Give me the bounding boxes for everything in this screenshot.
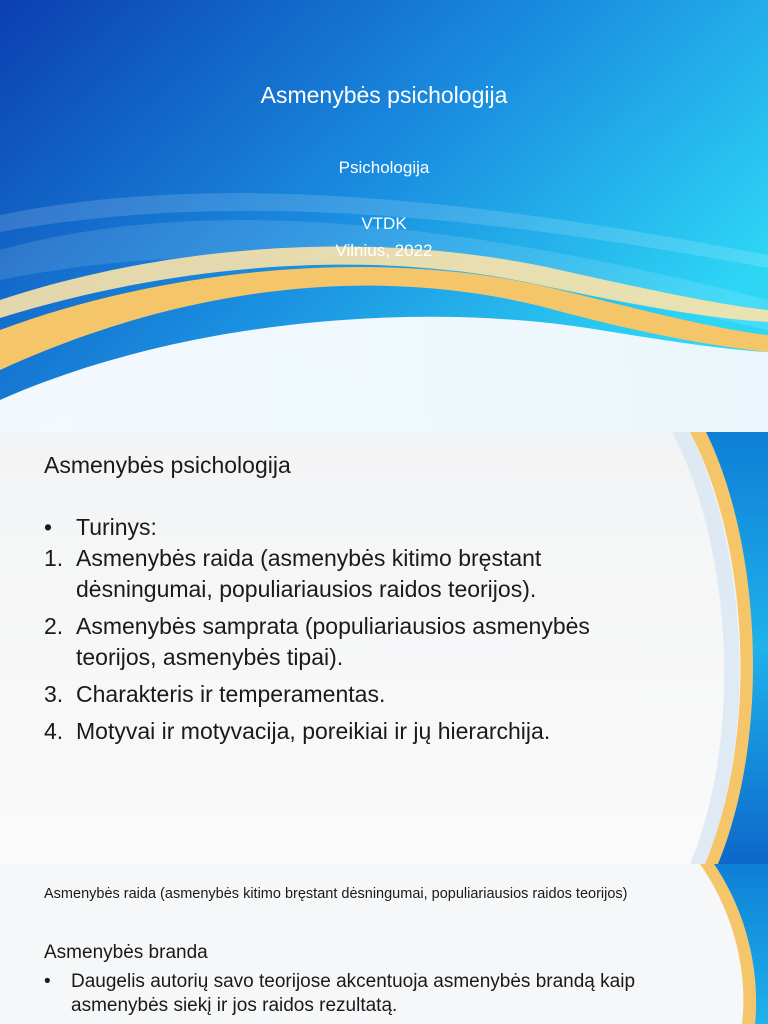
list-item-text: Turinys: — [76, 514, 157, 540]
contents-list — [44, 512, 664, 747]
bullet-mark: • — [44, 514, 53, 540]
list-item — [44, 970, 734, 1018]
list-item — [44, 512, 664, 543]
title-slide-subject: Psichologija — [338, 158, 430, 177]
contents-slide — [0, 432, 768, 864]
list-number: 1. — [44, 545, 64, 571]
list-item-text: Asmenybės samprata (populiariausios asmenybės teorijos, asmenybės tipai). — [76, 613, 590, 670]
contents-slide-title: Asmenybės psichologija — [44, 452, 291, 478]
title-slide-institution: VTDK — [361, 214, 407, 233]
development-slide — [0, 864, 768, 1024]
list-item-text: Daugelis autorių savo teorijose akcentuoja asmenybės brandą kaip asmenybės siekį ir jos raidos rezultatą. — [71, 971, 636, 1016]
list-item — [44, 543, 664, 605]
title-slide — [0, 0, 768, 432]
development-slide-subheading: Asmenybės branda — [44, 942, 208, 963]
list-item — [44, 716, 664, 747]
list-item-text: Motyvai ir motyvacija, poreikiai ir jų hierarchija. — [76, 718, 551, 744]
list-item-text: Charakteris ir temperamentas. — [76, 681, 386, 707]
list-number: 4. — [44, 718, 64, 744]
list-item — [44, 679, 664, 710]
list-number: 3. — [44, 681, 64, 707]
list-item-text: Asmenybės raida (asmenybės kitimo bręstant dėsningumai, populiariausios raidos teorijos). — [76, 545, 542, 602]
list-item — [44, 611, 664, 673]
title-slide-place-year: Vilnius, 2022 — [335, 241, 433, 260]
list-number: 2. — [44, 613, 64, 639]
bullet-mark: • — [44, 971, 51, 992]
title-slide-title: Asmenybės psichologija — [260, 82, 508, 108]
development-slide-heading: Asmenybės raida (asmenybės kitimo bręstant dėsningumai, populiariausios raidos teorijos) — [44, 886, 628, 902]
